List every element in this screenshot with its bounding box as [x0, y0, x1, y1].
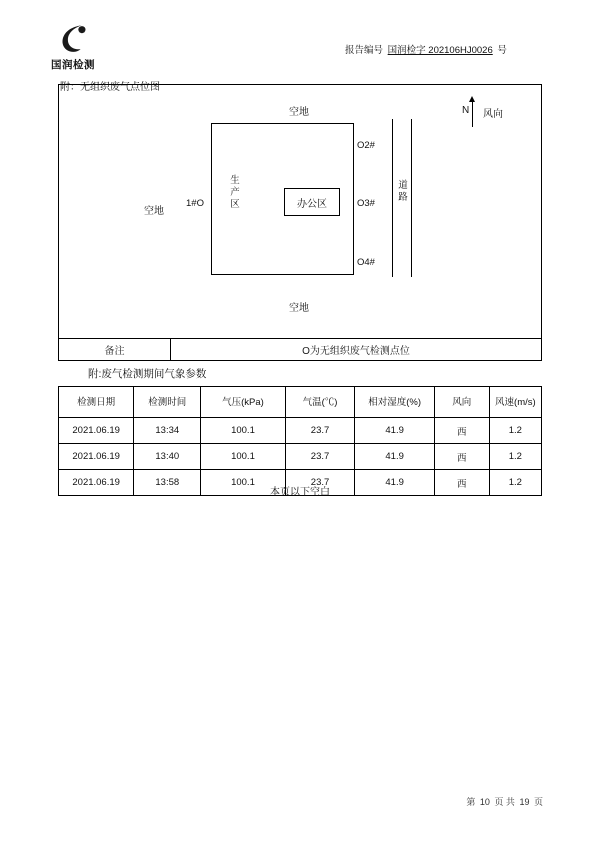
cell-time: 13:34 — [134, 418, 201, 444]
cell-wind-speed: 1.2 — [489, 444, 541, 470]
cell-humidity: 41.9 — [355, 470, 434, 496]
table-header-row — [59, 387, 542, 418]
monitoring-point-1: 1#O — [186, 198, 204, 209]
cell-temperature: 23.7 — [285, 418, 355, 444]
cell-humidity: 41.9 — [355, 444, 434, 470]
table-row — [59, 418, 542, 444]
cell-wind-direction: 西 — [434, 418, 489, 444]
remark-value: O为无组织废气检测点位 — [302, 346, 410, 357]
weather-table-caption: 附:废气检测期间气象参数 — [88, 368, 207, 380]
cell-date: 2021.06.19 — [59, 444, 134, 470]
cell-date: 2021.06.19 — [59, 470, 134, 496]
monitoring-point-diagram — [58, 84, 542, 339]
cell-time: 13:40 — [134, 444, 201, 470]
column-header-wind-direction: 风向 — [434, 387, 489, 418]
column-header-date: 检测日期 — [59, 387, 134, 418]
report-number-value: 国润检字 202106HJ0026 — [387, 45, 493, 56]
cell-temperature: 23.7 — [285, 444, 355, 470]
north-label: N — [462, 105, 470, 116]
north-arrow-icon — [472, 101, 473, 127]
production-zone-label: 生产区 — [230, 175, 240, 210]
page-end-note: 本页以下空白 — [270, 487, 330, 498]
cell-temperature: 23.7 — [285, 470, 355, 496]
page-footer — [0, 795, 600, 808]
report-number — [345, 42, 507, 56]
footer-page-number: 10 — [479, 797, 490, 807]
page-header — [0, 22, 600, 74]
cell-wind-speed: 1.2 — [489, 470, 541, 496]
report-number-label: 报告编号 — [345, 45, 384, 56]
cell-pressure: 100.1 — [201, 418, 285, 444]
label-open-area-top: 空地 — [289, 107, 309, 118]
footer-middle: 页 共 — [494, 797, 515, 807]
footer-prefix: 第 — [466, 797, 476, 807]
remark-label: 备注 — [59, 339, 171, 360]
figure-caption: 附：无组织废气点位图 — [60, 82, 160, 93]
cell-wind-direction: 西 — [434, 470, 489, 496]
column-header-wind-speed: 风速(m/s) — [489, 387, 541, 418]
footer-suffix: 页 — [533, 797, 543, 807]
leaf-logo-icon — [56, 22, 90, 56]
cell-pressure: 100.1 — [201, 444, 285, 470]
report-number-suffix: 号 — [497, 45, 507, 56]
cell-wind-speed: 1.2 — [489, 418, 541, 444]
cell-pressure: 100.1 — [201, 470, 285, 496]
cell-wind-direction: 西 — [434, 444, 489, 470]
label-open-area-left: 空地 — [144, 206, 164, 217]
cell-humidity: 41.9 — [355, 418, 434, 444]
column-header-temperature: 气温(℃) — [285, 387, 355, 418]
column-header-time: 检测时间 — [134, 387, 201, 418]
company-logo — [30, 22, 116, 72]
monitoring-point-4: O4# — [357, 257, 375, 268]
monitoring-point-2: O2# — [357, 140, 375, 151]
table-row — [59, 444, 542, 470]
diagram-remark-row — [58, 339, 542, 361]
wind-direction-label: 风向 — [483, 109, 503, 120]
column-header-pressure: 气压(kPa) — [201, 387, 285, 418]
road-label: 道路 — [398, 180, 408, 203]
office-zone-rect — [284, 188, 340, 216]
road-edge-left — [392, 119, 393, 277]
label-open-area-bottom: 空地 — [289, 303, 309, 314]
company-logo-text: 国润检测 — [51, 59, 95, 71]
footer-total-pages: 19 — [519, 797, 530, 807]
monitoring-point-3: O3# — [357, 198, 375, 209]
cell-date: 2021.06.19 — [59, 418, 134, 444]
office-zone-label: 办公区 — [297, 198, 327, 210]
road-edge-right — [411, 119, 412, 277]
weather-parameters-table — [58, 386, 542, 496]
cell-time: 13:58 — [134, 470, 201, 496]
column-header-humidity: 相对湿度(%) — [355, 387, 434, 418]
